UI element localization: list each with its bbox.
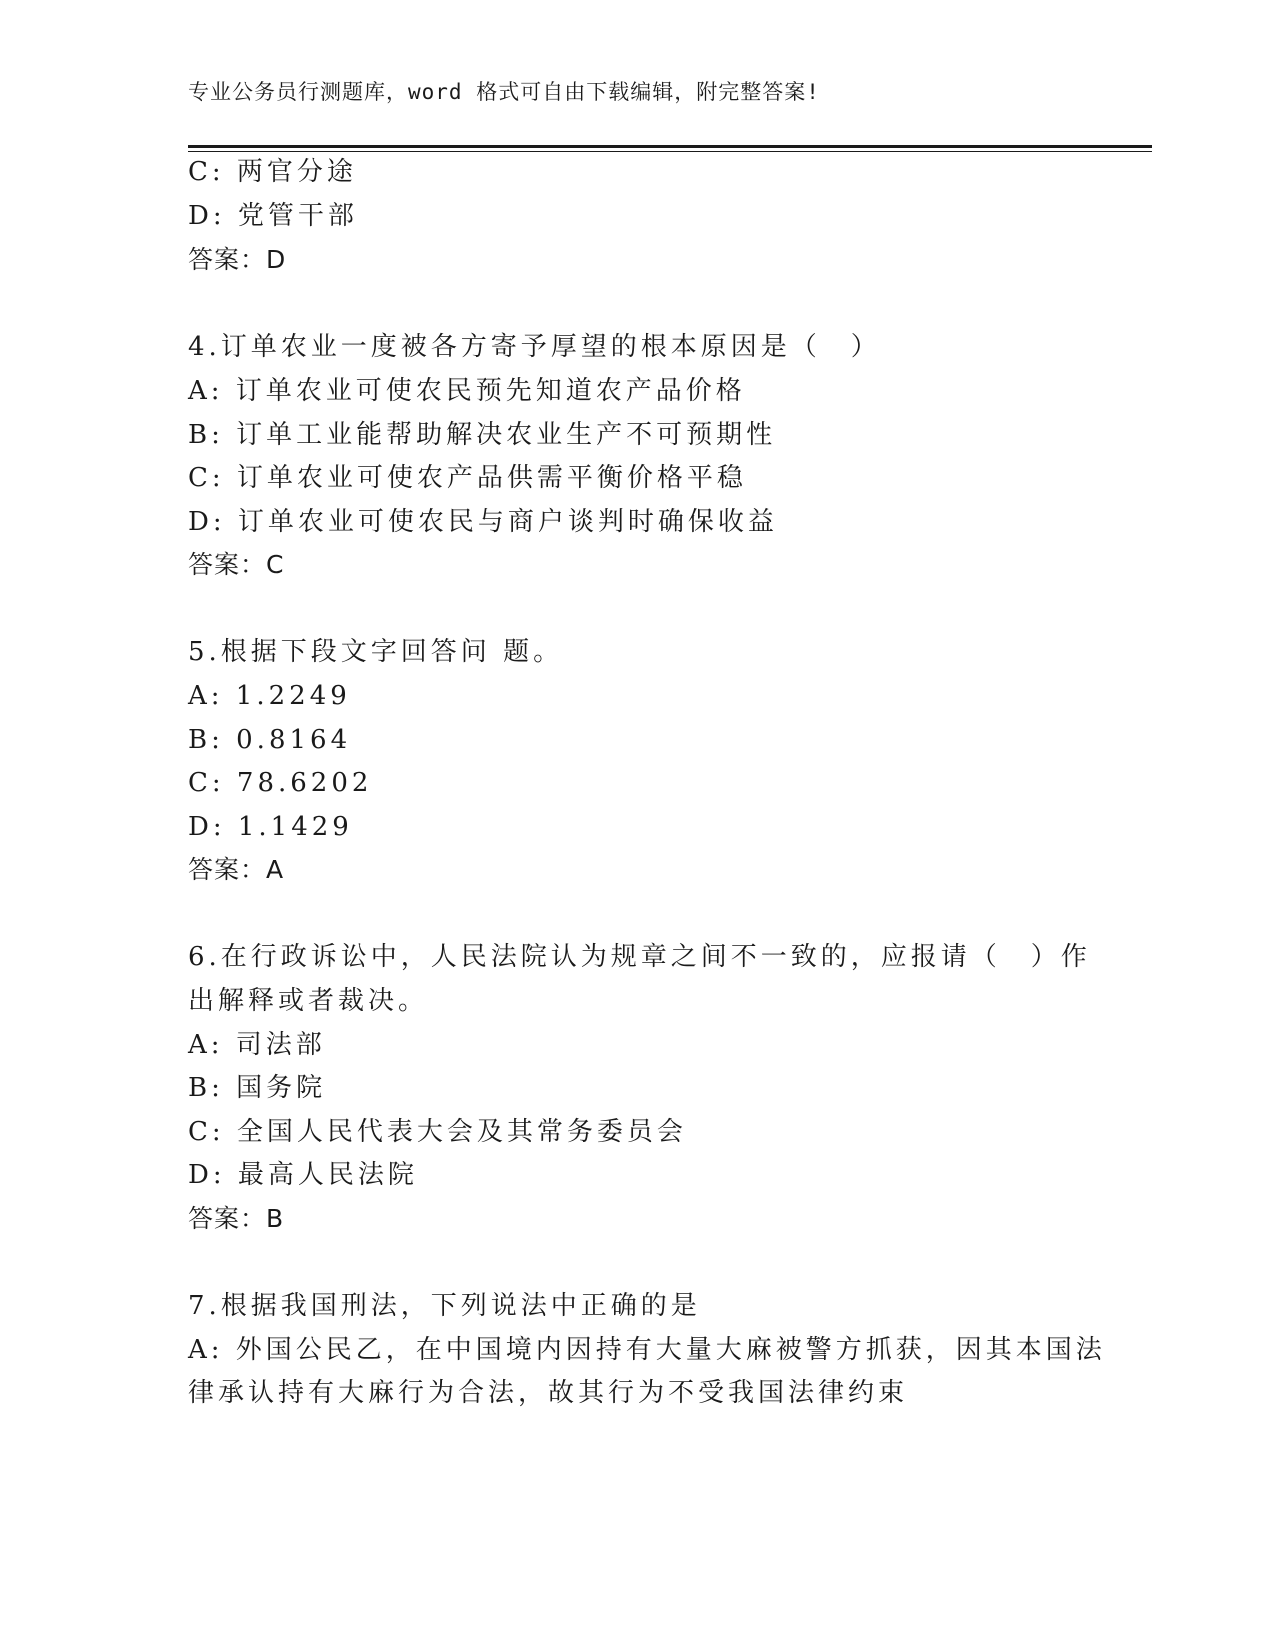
- q5-question: 5.根据下段文字回答问 题。: [188, 637, 564, 667]
- header-note: 专业公务员行测题库，word 格式可自由下载编辑，附完整答案!: [188, 80, 820, 104]
- q5-option-a: A: 1.2249: [188, 681, 351, 711]
- q4-option-b: B: 订单工业能帮助解决农业生产不可预期性: [188, 420, 777, 450]
- q6-answer: 答案：B: [188, 1204, 285, 1233]
- q6-question-line1: 6.在行政诉讼中，人民法院认为规章之间不一致的，应报请（ ）作: [188, 942, 1091, 972]
- q7-option-a-line2: 律承认持有大麻行为合法，故其行为不受我国法律约束: [188, 1378, 909, 1408]
- q3-option-c: C: 两官分途: [188, 157, 357, 187]
- q4-option-d: D: 订单农业可使农民与商户谈判时确保收益: [188, 507, 778, 537]
- q3-answer: 答案：D: [188, 245, 287, 274]
- q4-option-c: C: 订单农业可使农产品供需平衡价格平稳: [188, 463, 747, 493]
- q5-option-c: C: 78.6202: [188, 768, 373, 798]
- header-rule-thin: [188, 151, 1152, 152]
- q6-question-line2: 出解释或者裁决。: [188, 986, 429, 1016]
- q6-option-d: D: 最高人民法院: [188, 1160, 418, 1190]
- q6-option-c: C: 全国人民代表大会及其常务委员会: [188, 1117, 687, 1147]
- q5-option-b: B: 0.8164: [188, 725, 352, 755]
- q5-option-d: D: 1.1429: [188, 812, 353, 842]
- q3-option-d: D: 党管干部: [188, 201, 358, 231]
- q7-question: 7.根据我国刑法，下列说法中正确的是: [188, 1291, 701, 1321]
- q6-option-b: B: 国务院: [188, 1073, 327, 1103]
- q4-option-a: A: 订单农业可使农民预先知道农产品价格: [188, 376, 746, 406]
- q5-answer: 答案：A: [188, 855, 285, 884]
- q7-option-a-line1: A: 外国公民乙，在中国境内因持有大量大麻被警方抓获，因其本国法: [188, 1335, 1106, 1365]
- q4-question: 4.订单农业一度被各方寄予厚望的根本原因是（ ）: [188, 332, 881, 362]
- header-rule-thick: [188, 145, 1152, 148]
- q4-answer: 答案：C: [188, 550, 285, 579]
- q6-option-a: A: 司法部: [188, 1030, 326, 1060]
